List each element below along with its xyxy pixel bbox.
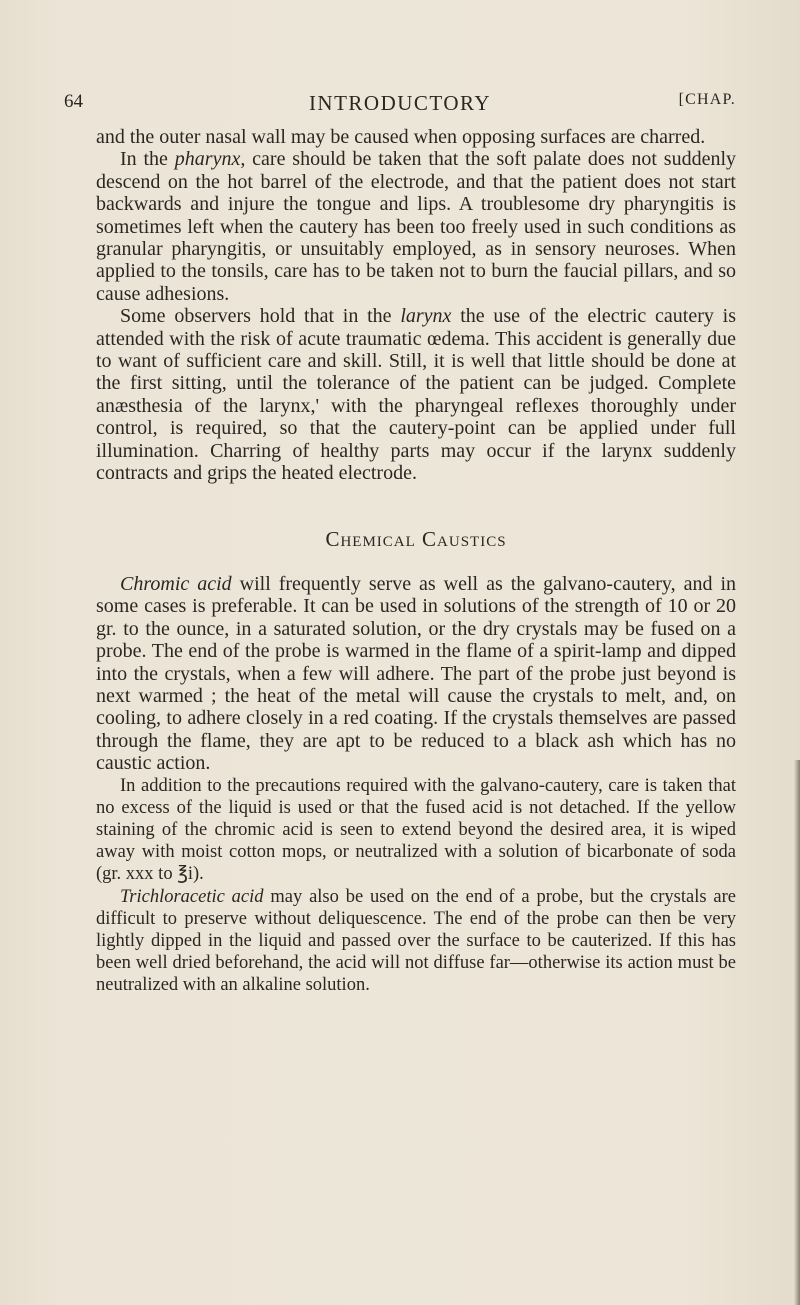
paragraph-trichloracetic-acid: Trichloracetic acid may also be used on the end of a probe, but the crystals are difficult to preserve without deliquescence. The end of the probe can then be very lightly dipped in the liquid and passed over the surface to be cauterized. If this has been well dried beforehand, the acid will not diffuse far—otherwise its action must be neutralized with an alkaline solution. — [96, 886, 736, 996]
term-pharynx: pharynx, — [174, 148, 246, 171]
paragraph-chromic-acid: Chromic acid will frequently serve as well as the galvano-cautery, and in some cases is preferable. It can be used in solutions of the strength of 10 or 20 gr. to the ounce, in a saturated solution, or the dry crystals may be fused on a probe. The end of the probe is warmed in the flame of a spirit-lamp and dipped into the crystals, when a few will adhere. The part of the probe just beyond is next warmed ; the heat of the metal will cause the crystals to melt, and, on cooling, to adhere closely in a red coating. If the crystals themselves are passed through the flame, they are apt to be reduced to a black ash which has no caustic action. — [96, 572, 736, 775]
small-print-block — [96, 775, 736, 997]
page-number: 64 — [64, 91, 83, 112]
term-larynx: larynx — [400, 305, 452, 328]
paragraph: and the outer nasal wall may be caused when opposing surfaces are charred. — [96, 126, 706, 148]
term-chromic-acid: Chromic acid — [120, 572, 232, 595]
chapter-mark: [CHAP. — [678, 91, 736, 108]
running-title: INTRODUCTORY — [308, 91, 492, 115]
body-text — [96, 126, 736, 997]
section-heading: Chemical Caustics — [325, 526, 507, 551]
paragraph-pharynx: In the pharynx, care should be taken that the soft palate does not suddenly descend on the hot barrel of the electrode, and that the patient does not start backwards and injure the tongue and lips. A troublesome dry pharyngitis is sometimes left when the cautery has been too freely used in such conditions as granular pharyngitis, or unsuitably employed, as in sensory neuroses. When applied to the tonsils, care has to be taken not to burn the faucial pillars, and so cause adhesions. — [96, 148, 737, 305]
page-header — [64, 91, 736, 117]
term-trichloracetic-acid: Trichloracetic acid — [120, 886, 264, 907]
paragraph-precautions: In addition to the precautions required with the galvano-cautery, care is taken that no excess of the liquid is used or that the fused acid is not detached. If the yellow staining of the chromic acid is seen to extend beyond the desired area, it is wiped away with moist cotton mops, or neutralized with a solution of bicarbonate of soda (gr. xxx to ℥i). — [96, 775, 736, 885]
paragraph-larynx: Some observers hold that in the larynx the use of the electric cautery is attended with the risk of acute traumatic œdema. This accident is generally due to want of sufficient care and skill. Still, it is well that little should be done at the first sitting, until the tolerance of the patient can be judged. Complete anæsthesia of the larynx,' with the pharyngeal reflexes thoroughly under control, is required, so that the cautery-point can be applied under full illumination. Charring of healthy parts may occur if the larynx suddenly contracts and grips the heated electrode. — [96, 305, 736, 485]
page-edge-shadow — [794, 760, 800, 1305]
